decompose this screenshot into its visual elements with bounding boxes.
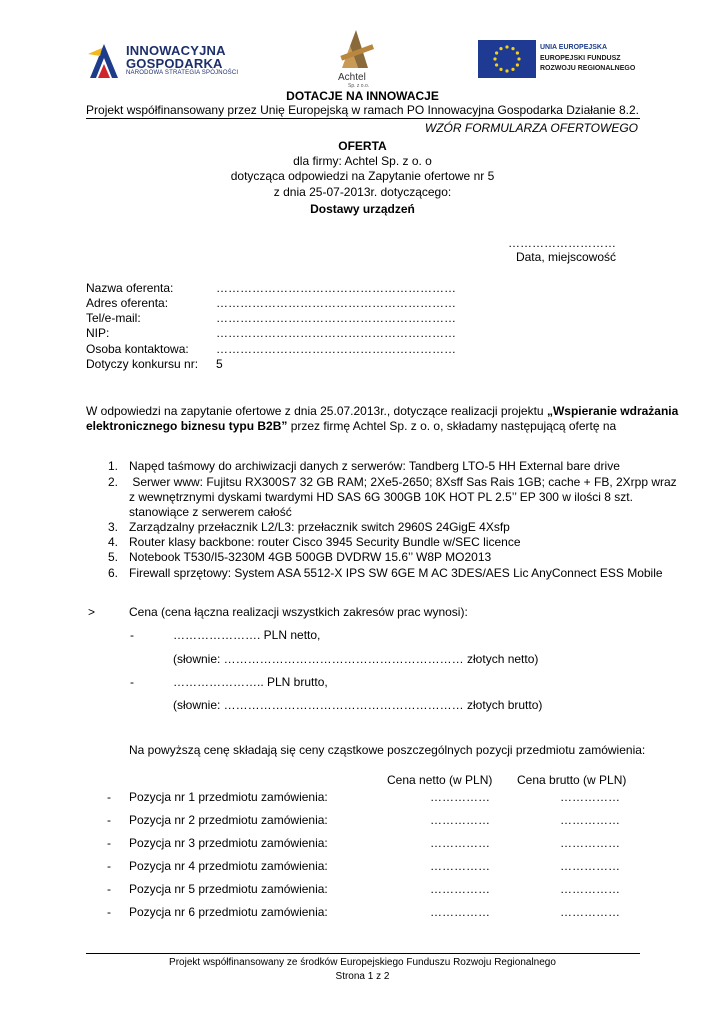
field-value[interactable]: ……………………………………………………	[216, 296, 456, 310]
price-netto-dash: -	[130, 628, 134, 642]
eu-line1: UNIA EUROPEJSKA	[540, 44, 608, 51]
field-label: Dotyczy konkursu nr:	[86, 357, 199, 371]
row-brutto[interactable]: ……………	[560, 813, 620, 827]
project-name-end: elektronicznego biznesu typu B2B”	[86, 419, 288, 433]
list-item: Router klasy backbone: router Cisco 3945 Security Bundle w/SEC licence	[129, 535, 521, 549]
row-label: Pozycja nr 3 przedmiotu zamówienia:	[129, 836, 328, 850]
list-item: Serwer www: Fujitsu RX300S7 32 GB RAM; 2Xe5-2650; 8Xsff Sas Rais 1GB; cache + FB, 2Xrpp wraz	[129, 475, 677, 489]
offer-line2: dotycząca odpowiedzi na Zapytanie ofertowe nr 5	[230, 169, 495, 183]
list-item-number: 3.	[108, 520, 119, 534]
field-value[interactable]: ……………………………………………………	[216, 342, 456, 356]
row-dash: -	[107, 905, 111, 919]
header-divider	[86, 118, 640, 119]
eu-line3: ROZWOJU REGIONALNEGO	[540, 65, 636, 72]
price-brutto-dash: -	[130, 675, 134, 689]
footer-divider	[86, 953, 640, 954]
ig-line3: NARODOWA STRATEGIA SPÓJNOŚCI	[126, 70, 239, 76]
row-netto[interactable]: ……………	[430, 859, 490, 873]
row-dash: -	[107, 882, 111, 896]
row-label: Pozycja nr 1 przedmiotu zamówienia:	[129, 790, 328, 804]
eu-flag-icon	[478, 40, 536, 78]
price-brutto-words[interactable]: (słownie: …………………………………………………… złotych brutto)	[173, 698, 543, 712]
field-label: Osoba kontaktowa:	[86, 342, 189, 356]
project-name-start: „Wspieranie wdrażania	[546, 404, 679, 418]
field-label: Nazwa oferenta:	[86, 281, 174, 295]
intro-text: W odpowiedzi na zapytanie ofertowe z dnia 25.07.2013r., dotyczące realizacji projektu	[86, 404, 547, 418]
ig-emblem-icon	[88, 40, 122, 80]
row-brutto[interactable]: ……………	[560, 882, 620, 896]
col-header-brutto: Cena brutto (w PLN)	[517, 773, 627, 787]
achtel-logo	[332, 28, 382, 90]
field-label: NIP:	[86, 326, 110, 340]
list-item: Zarządzalny przełacznik L2/L3: przełacznik switch 2960S 24GigE 4Xsfp	[129, 520, 510, 534]
row-netto[interactable]: ……………	[430, 813, 490, 827]
header-subtitle: Projekt współfinansowany przez Unię Europejską w ramach PO Innowacyjna Gospodarka Działanie 8.2.	[86, 103, 639, 117]
ig-line2: GOSPODARKA	[126, 56, 223, 71]
list-item-cont: stanowiące z serwerem całość	[129, 505, 292, 519]
row-label: Pozycja nr 5 przedmiotu zamówienia:	[129, 882, 328, 896]
list-item: Firewall sprzętowy: System ASA 5512-X IPS SW 6GE M AC 3DES/AES Lic AnyConnect ESS Mobile	[129, 566, 663, 580]
col-header-netto: Cena netto (w PLN)	[387, 773, 493, 787]
field-label: Tel/e-mail:	[86, 311, 141, 325]
price-netto-words[interactable]: (słownie: …………………………………………………… złotych netto)	[173, 652, 539, 666]
row-brutto[interactable]: ……………	[560, 836, 620, 850]
row-dash: -	[107, 836, 111, 850]
row-label: Pozycja nr 6 przedmiotu zamówienia:	[129, 905, 328, 919]
achtel-emblem-icon	[336, 28, 378, 72]
row-label: Pozycja nr 4 przedmiotu zamówienia:	[129, 859, 328, 873]
row-dash: -	[107, 790, 111, 804]
row-brutto[interactable]: ……………	[560, 790, 620, 804]
list-item-number: 1.	[108, 459, 119, 473]
eu-line2: EUROPEJSKI FUNDUSZ	[540, 55, 621, 62]
offer-line1: dla firmy: Achtel Sp. z o. o	[293, 154, 432, 168]
row-label: Pozycja nr 2 przedmiotu zamówienia:	[129, 813, 328, 827]
field-value[interactable]: ……………………………………………………	[216, 281, 456, 295]
achtel-sub: Sp. z o.o.	[348, 83, 370, 89]
innowacyjna-gospodarka-logo	[88, 36, 238, 86]
footer-line1: Projekt współfinansowany ze środków Europejskiego Funduszu Rozwoju Regionalnego	[169, 957, 556, 968]
field-value[interactable]: ……………………………………………………	[216, 326, 456, 340]
intro-line1	[86, 404, 678, 418]
header-title: DOTACJE NA INNOWACJE	[286, 89, 439, 103]
page-number: Strona 1 z 2	[335, 971, 390, 982]
row-dash: -	[107, 813, 111, 827]
offer-title: OFERTA	[338, 139, 387, 153]
list-item-cont: z wewnętrznymi dyskami twardymi HD SAS 6G 300GB 10K HOT PL 2.5’’ EP 300 w ilości 8 szt.	[129, 490, 633, 504]
ig-line1: INNOWACYJNA	[126, 43, 226, 58]
components-intro: Na powyższą cenę składają się ceny cząstkowe poszczególnych pozycji przedmiotu zamówienia:	[129, 743, 646, 757]
field-value: 5	[216, 357, 223, 371]
price-heading: Cena (cena łączna realizacji wszystkich zakresów prac wynosi):	[129, 605, 468, 619]
row-dash: -	[107, 859, 111, 873]
price-marker: >	[88, 605, 96, 619]
row-netto[interactable]: ……………	[430, 905, 490, 919]
row-netto[interactable]: ……………	[430, 836, 490, 850]
row-brutto[interactable]: ……………	[560, 859, 620, 873]
offer-line3: z dnia 25-07-2013r. dotyczącego:	[273, 185, 452, 199]
eu-logo	[478, 40, 638, 80]
field-value[interactable]: ……………………………………………………	[216, 311, 456, 325]
list-item-number: 2.	[108, 475, 119, 489]
intro-text-end: przez firmę Achtel Sp. z o. o, składamy następującą ofertę na	[287, 419, 617, 433]
date-place-label: Data, miejscowość	[515, 250, 616, 264]
list-item: Napęd taśmowy do archiwizacji danych z serwerów: Tandberg LTO-5 HH External bare drive	[129, 459, 620, 473]
field-label: Adres oferenta:	[86, 296, 169, 310]
intro-line2	[86, 419, 616, 433]
date-place-dots[interactable]: ………………………	[508, 236, 616, 250]
price-netto[interactable]: …………………. PLN netto,	[173, 628, 321, 642]
form-label: WZÓR FORMULARZA OFERTOWEGO	[424, 121, 638, 135]
price-brutto[interactable]: ………………….. PLN brutto,	[173, 675, 328, 689]
list-item-number: 4.	[108, 535, 119, 549]
list-item: Notebook T530/I5-3230M 4GB 500GB DVDRW 15.6’’ W8P MO2013	[129, 550, 492, 564]
row-netto[interactable]: ……………	[430, 882, 490, 896]
list-item-number: 5.	[108, 550, 119, 564]
row-brutto[interactable]: ……………	[560, 905, 620, 919]
list-item-number: 6.	[108, 566, 119, 580]
achtel-name: Achtel	[338, 72, 366, 83]
offer-line4: Dostawy urządzeń	[310, 202, 415, 216]
row-netto[interactable]: ……………	[430, 790, 490, 804]
